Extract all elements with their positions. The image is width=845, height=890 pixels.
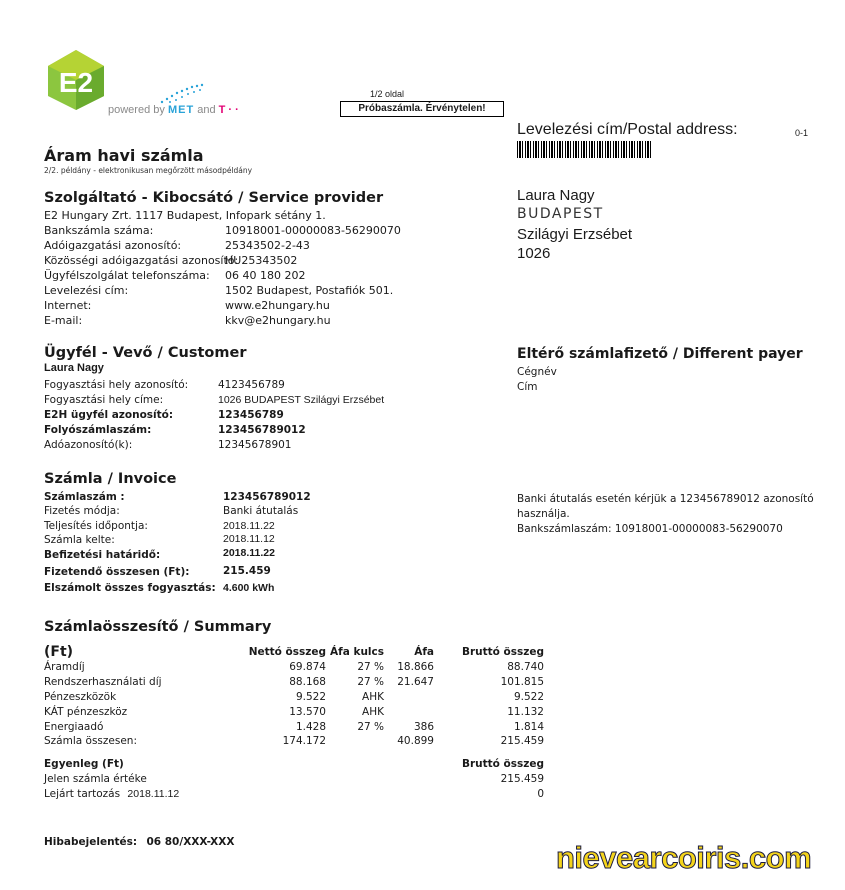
balance-label: Jelen számla értéke (44, 772, 147, 785)
row-rate: AHK (362, 690, 384, 703)
invoice-key: Számla kelte: (44, 534, 115, 546)
provider-value: 25343502-2-43 (225, 239, 310, 252)
barcode (517, 141, 651, 158)
payer-title: Eltérő számlafizető / Different payer (517, 346, 803, 362)
payment-note-line2: használja. (517, 508, 570, 520)
invoice-value: Banki átutalás (223, 505, 299, 517)
payer-address-label: Cím (517, 381, 538, 393)
provider-value: kkv@e2hungary.hu (225, 314, 331, 327)
row-gross: 101.815 (500, 676, 544, 689)
table-row (44, 704, 544, 719)
customer-key: Adóazonosító(k): (44, 439, 133, 451)
row-label: Energiaadó (44, 720, 104, 733)
payer-company-label: Cégnév (517, 366, 557, 378)
balance-gross: 215.459 (500, 772, 544, 785)
provider-value: 1502 Budapest, Postafiók 501. (225, 284, 394, 297)
postal-address-title: Levelezési cím/Postal address: (517, 121, 738, 138)
row-vat (384, 704, 434, 719)
summary-title: Számlaösszesítő / Summary (44, 619, 272, 635)
summary-unit: (Ft) (44, 644, 74, 660)
customer-key: Folyószámlaszám: (44, 424, 152, 436)
payment-note-line1: Banki átutalás esetén kérjük a 123456789012 azonosító (517, 493, 814, 505)
provider-address: E2 Hungary Zrt. 1117 Budapest, Infopark sétány 1. (44, 209, 326, 222)
fault-report (44, 836, 234, 848)
e2-logo (44, 48, 108, 112)
balance-title: Egyenleg (Ft) (44, 758, 124, 771)
telekom-logo: T · · (218, 104, 239, 116)
summary-header-row (44, 644, 544, 660)
fault-report-number: 06 80/XXX-XXX (146, 836, 235, 848)
balance-gross: 0 (537, 787, 544, 800)
table-row-total (44, 734, 544, 749)
document-subtitle: 2/2. példány - elektronikusan megőrzött másodpéldány (44, 166, 253, 175)
provider-details (44, 209, 444, 329)
postal-zip: 1026 (517, 245, 551, 262)
row-gross: 215.459 (500, 735, 544, 748)
provider-value: 10918001-00000083-56290070 (225, 224, 401, 237)
row-rate: 27 % (357, 676, 384, 689)
table-row (44, 690, 544, 705)
provider-value: www.e2hungary.hu (225, 299, 330, 312)
balance-date: 2018.11.12 (127, 787, 180, 800)
col-gross: Bruttó összeg (461, 646, 544, 658)
customer-key: E2H ügyfél azonosító: (44, 409, 174, 421)
row-label: Rendszerhasználati díj (44, 676, 162, 689)
invoice-details (44, 490, 464, 600)
customer-value: 12345678901 (218, 439, 292, 451)
summary-table (44, 644, 544, 801)
row-gross: 1.814 (513, 720, 544, 733)
provider-value: HU25343502 (225, 254, 298, 267)
met-logo: MET (167, 104, 195, 116)
invoice-value: 2018.11.12 (223, 533, 275, 545)
row-net: 69.874 (289, 661, 326, 674)
invoice-value: 123456789012 (223, 491, 311, 503)
row-gross: 9.522 (513, 690, 544, 703)
row-vat: 18.866 (397, 661, 434, 674)
customer-value: 123456789012 (218, 424, 306, 436)
payment-note-bank: Bankszámlaszám: 10918001-00000083-56290070 (517, 523, 783, 535)
row-label: Pénzeszközök (44, 690, 117, 703)
row-net: 174.172 (282, 735, 326, 748)
invoice-title: Számla / Invoice (44, 471, 177, 487)
customer-name: Laura Nagy (44, 362, 104, 374)
customer-key: Fogyasztási hely címe: (44, 394, 164, 406)
fault-report-label: Hibabejelentés: (44, 836, 138, 848)
invoice-value: 4.600 kWh (223, 582, 275, 594)
row-net: 13.570 (289, 705, 326, 718)
invoice-key: Fizetendő összesen (Ft): (44, 566, 190, 578)
row-label: Számla összesen: (44, 735, 137, 748)
postal-code-label: 0-1 (795, 128, 809, 138)
postal-city: BUDAPEST (517, 206, 604, 222)
invoice-value: 2018.11.22 (223, 547, 275, 559)
invoice-key: Elszámolt összes fogyasztás: (44, 582, 216, 594)
row-rate: AHK (362, 705, 384, 718)
invoice-key: Számlaszám : (44, 491, 125, 503)
row-vat: 40.899 (397, 735, 434, 748)
row-rate: 27 % (357, 661, 384, 674)
row-net: 9.522 (295, 690, 326, 703)
table-row (44, 719, 544, 734)
invoice-key: Teljesítés időpontja: (44, 520, 148, 532)
provider-key: Adóigazgatási azonosító: (44, 239, 182, 252)
col-vat: Áfa (414, 646, 434, 658)
customer-key: Fogyasztási hely azonosító: (44, 379, 189, 391)
watermark: nievearcoiris.com (556, 840, 812, 875)
invoice-key: Fizetés módja: (44, 505, 120, 517)
balance-gross-header: Bruttó összeg (461, 758, 544, 771)
invoice-value: 2018.11.22 (223, 520, 275, 532)
postal-name: Laura Nagy (517, 187, 595, 204)
provider-title: Szolgáltató - Kibocsátó / Service provider (44, 190, 384, 206)
row-gross: 88.740 (507, 661, 544, 674)
and-text: and (197, 104, 216, 116)
table-row (44, 675, 544, 690)
customer-value: 123456789 (218, 409, 284, 421)
logo-text: E2 (58, 67, 94, 98)
provider-value: 06 40 180 202 (225, 269, 306, 282)
customer-title: Ügyfél - Vevő / Customer (44, 345, 247, 361)
row-label: KÁT pénzeszköz (44, 705, 128, 718)
customer-value: 1026 BUDAPEST Szilágyi Erzsébet (218, 394, 385, 406)
balance-row (44, 772, 544, 787)
provider-key: Közösségi adóigazgatási azonosító: (44, 254, 239, 267)
row-gross: 11.132 (507, 705, 544, 718)
row-vat (384, 690, 434, 705)
customer-value: 4123456789 (218, 379, 285, 391)
col-net: Nettó összeg (248, 646, 326, 658)
col-vat-rate: Áfa kulcs (330, 646, 384, 658)
row-label: Áramdíj (44, 661, 85, 674)
met-dots-icon (158, 80, 208, 106)
row-net: 88.168 (289, 676, 326, 689)
document-title: Áram havi számla (44, 146, 204, 165)
balance-header-row (44, 757, 544, 772)
provider-key: Bankszámla száma: (44, 224, 154, 237)
table-row (44, 660, 544, 675)
provider-key: Ügyfélszolgálat telefonszáma: (44, 269, 210, 282)
row-rate: 27 % (357, 720, 384, 733)
provider-key: Levelezési cím: (44, 284, 129, 297)
row-vat: 21.647 (397, 676, 434, 689)
balance-label: Lejárt tartozás (44, 787, 121, 800)
powered-by-text: powered by (108, 104, 165, 116)
provider-key: Internet: (44, 299, 92, 312)
invoice-value: 215.459 (223, 565, 271, 577)
powered-by (108, 104, 239, 116)
row-net: 1.428 (295, 720, 326, 733)
balance-row (44, 786, 544, 801)
provider-key: E-mail: (44, 314, 83, 327)
customer-details (44, 378, 464, 458)
row-rate (326, 734, 384, 749)
test-invoice-badge: Próbaszámla. Érvénytelen! (340, 101, 504, 117)
postal-street: Szilágyi Erzsébet (517, 226, 633, 243)
row-vat: 386 (413, 720, 434, 733)
page-number: 1/2 oldal (370, 89, 405, 99)
invoice-key: Befizetési határidő: (44, 549, 161, 561)
